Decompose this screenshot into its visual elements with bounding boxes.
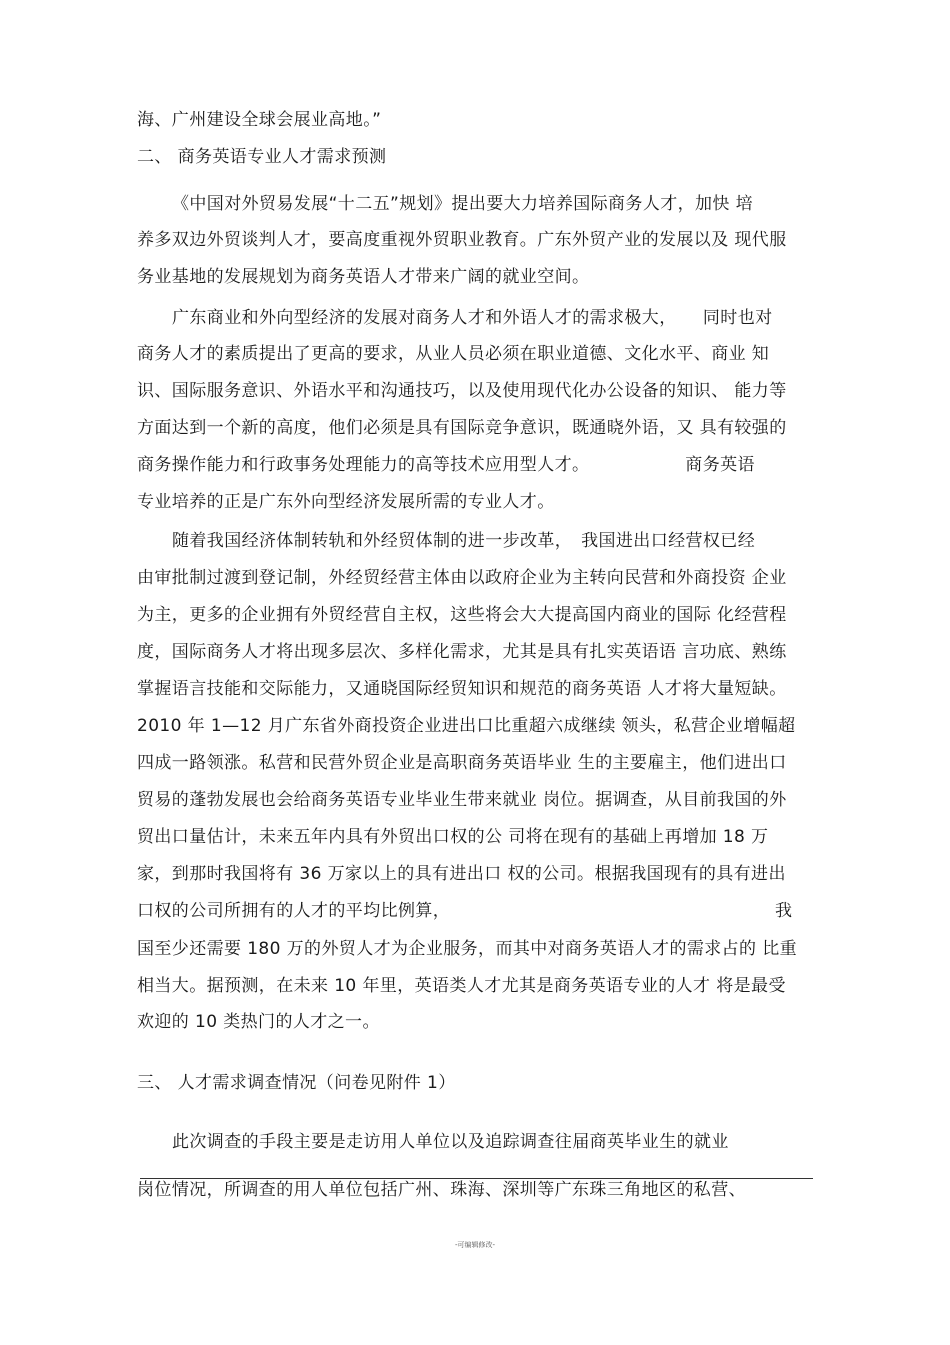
text-line: 国至少还需要 180 万的外贸人才为企业服务，而其中对商务英语人才的需求占的 比重 bbox=[137, 939, 798, 959]
text-line: 为主，更多的企业拥有外贸经营自主权，这些将会大大提高国内商业的国际 化经营程 bbox=[137, 605, 787, 625]
text-line: 2010 年 1—12 月广东省外商投资企业进出口比重超六成继续 领头，私营企业增幅超 bbox=[137, 716, 796, 736]
text-line: 相当大。据预测，在未来 10 年里，英语类人才尤其是商务英语专业的人才 将是最受 bbox=[137, 976, 786, 996]
text-line: 贸出口量估计，未来五年内具有外贸出口权的公 司将在现有的基础上再增加 18 万 bbox=[137, 827, 769, 847]
text-line: 贸易的蓬勃发展也会给商务英语专业毕业生带来就业 岗位。据调查，从目前我国的外 bbox=[137, 790, 787, 810]
text-line: 我 bbox=[775, 901, 793, 921]
text-line: 度，国际商务人才将出现多层次、多样化需求，尤其是具有扎实英语语 言功底、熟练 bbox=[137, 642, 787, 662]
text-line: 欢迎的 10 类热门的人才之一。 bbox=[137, 1012, 380, 1032]
text-line: 海、广州建设全球会展业高地。” bbox=[137, 110, 382, 130]
text-line: 四成一路领涨。私营和民营外贸企业是高职商务英语毕业 生的主要雇主，他们进出口 bbox=[137, 753, 787, 773]
horizontal-rule bbox=[140, 1178, 813, 1179]
text-line: 口权的公司所拥有的人才的平均比例算， bbox=[137, 901, 451, 921]
text-line: 养多双边外贸谈判人才，要高度重视外贸职业教育。广东外贸产业的发展以及 现代服 bbox=[137, 230, 787, 250]
page-footer: -可编辑修改- bbox=[454, 1241, 496, 1249]
text-line: 家，到那时我国将有 36 万家以上的具有进出口 权的公司。根据我国现有的具有进出 bbox=[137, 864, 786, 884]
text-line: 由审批制过渡到登记制，外经贸经营主体由以政府企业为主转向民营和外商投资 企业 bbox=[137, 568, 787, 588]
text-line: 商务操作能力和行政事务处理能力的高等技术应用型人才。 商务英语 bbox=[137, 455, 755, 475]
text-line: 此次调查的手段主要是走访用人单位以及追踪调查往届商英毕业生的就业 bbox=[172, 1132, 729, 1152]
text-line: 专业培养的正是广东外向型经济发展所需的专业人才。 bbox=[137, 492, 555, 512]
text-line: 三、 人才需求调查情况（问卷见附件 1） bbox=[137, 1073, 456, 1093]
text-line: 广东商业和外向型经济的发展对商务人才和外语人才的需求极大， 同时也对 bbox=[172, 308, 773, 328]
text-line: 掌握语言技能和交际能力，又通晓国际经贸知识和规范的商务英语 人才将大量短缺。 bbox=[137, 679, 787, 699]
text-line: 岗位情况，所调查的用人单位包括广州、珠海、深圳等广东珠三角地区的私营、 bbox=[137, 1180, 746, 1200]
text-line: 随着我国经济体制转轨和外经贸体制的进一步改革， 我国进出口经营权已经 bbox=[172, 531, 756, 551]
text-line: 方面达到一个新的高度，他们必须是具有国际竞争意识，既通晓外语，又 具有较强的 bbox=[137, 418, 787, 438]
text-line: 二、 商务英语专业人才需求预测 bbox=[137, 147, 387, 167]
text-line: 商务人才的素质提出了更高的要求，从业人员必须在职业道德、文化水平、商业 知 bbox=[137, 344, 770, 364]
text-line: 《中国对外贸易发展“十二五”规划》提出要大力培养国际商务人才，加快 培 bbox=[172, 194, 754, 214]
text-line: 识、国际服务意识、外语水平和沟通技巧，以及使用现代化办公设备的知识、 能力等 bbox=[137, 381, 787, 401]
text-line: 务业基地的发展规划为商务英语人才带来广阔的就业空间。 bbox=[137, 267, 590, 287]
